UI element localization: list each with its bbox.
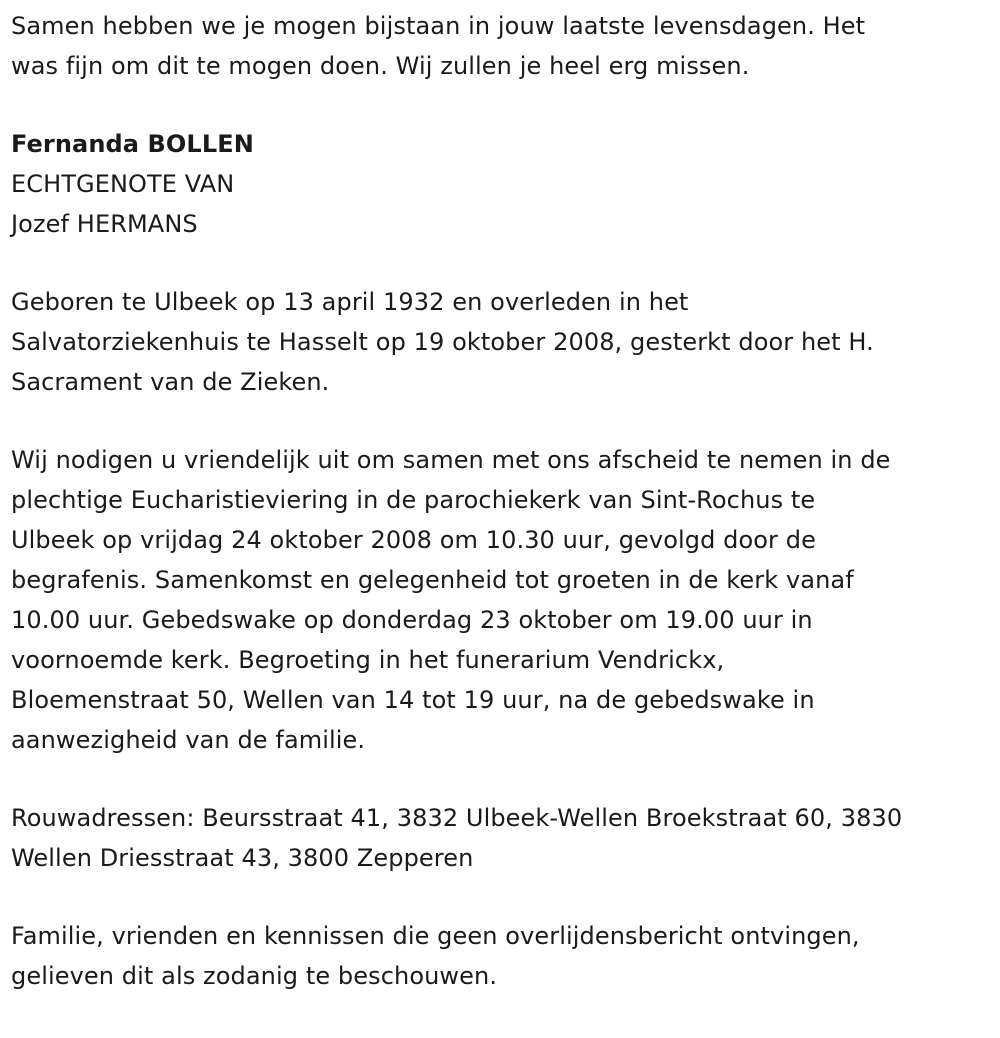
- text-line: Bloemenstraat 50, Wellen van 14 tot 19 uur, na de gebedswake in: [11, 686, 815, 714]
- text-line: plechtige Eucharistieviering in de parochiekerk van Sint-Rochus te: [11, 486, 816, 514]
- text-line: Familie, vrienden en kennissen die geen overlijdensbericht ontvingen,: [11, 922, 860, 950]
- relation-label: ECHTGENOTE VAN: [11, 170, 235, 198]
- text-line: aanwezigheid van de familie.: [11, 726, 366, 754]
- text-line: Salvatorziekenhuis te Hasselt op 19 oktober 2008, gesterkt door het H.: [11, 328, 874, 356]
- text-line: 10.00 uur. Gebedswake op donderdag 23 oktober om 19.00 uur in: [11, 606, 813, 634]
- text-line: gelieven dit als zodanig te beschouwen.: [11, 962, 498, 990]
- text-line: Wij nodigen u vriendelijk uit om samen met ons afscheid te nemen in de: [11, 446, 891, 474]
- paragraph-spacer: [11, 86, 990, 124]
- addresses-paragraph: [11, 798, 990, 878]
- paragraph-spacer: [11, 878, 990, 916]
- text-line: voornoemde kerk. Begroeting in het funerarium Vendrickx,: [11, 646, 725, 674]
- text-line: Samen hebben we je mogen bijstaan in jouw laatste levensdagen. Het: [11, 12, 866, 40]
- text-line: Wellen Driesstraat 43, 3800 Zepperen: [11, 844, 474, 872]
- birth-death-paragraph: [11, 282, 990, 402]
- text-line: Geboren te Ulbeek op 13 april 1932 en overleden in het: [11, 288, 689, 316]
- deceased-name: Fernanda BOLLEN: [11, 130, 254, 158]
- spouse-name: Jozef HERMANS: [11, 210, 198, 238]
- invitation-paragraph: [11, 440, 990, 760]
- closing-paragraph: [11, 916, 990, 996]
- paragraph-spacer: [11, 402, 990, 440]
- text-line: was fijn om dit te mogen doen. Wij zullen je heel erg missen.: [11, 52, 750, 80]
- deceased-block: [11, 124, 990, 244]
- intro-paragraph: [11, 6, 990, 86]
- paragraph-spacer: [11, 760, 990, 798]
- text-line: begrafenis. Samenkomst en gelegenheid tot groeten in de kerk vanaf: [11, 566, 854, 594]
- paragraph-spacer: [11, 244, 990, 282]
- text-line: Ulbeek op vrijdag 24 oktober 2008 om 10.30 uur, gevolgd door de: [11, 526, 816, 554]
- text-line: Rouwadressen: Beursstraat 41, 3832 Ulbeek-Wellen Broekstraat 60, 3830: [11, 804, 903, 832]
- text-line: Sacrament van de Zieken.: [11, 368, 330, 396]
